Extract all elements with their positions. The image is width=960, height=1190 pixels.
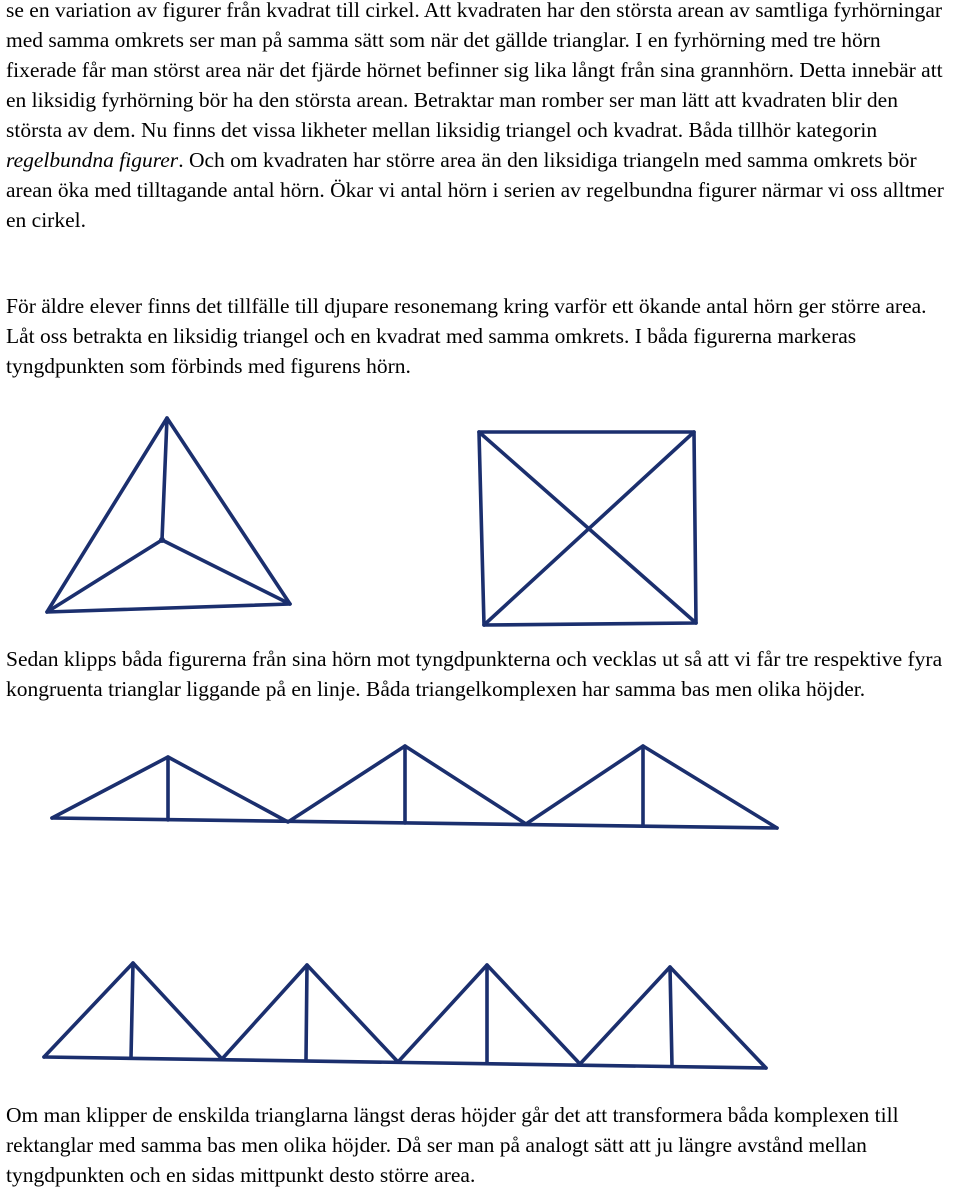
three-triangles-figure bbox=[52, 746, 777, 828]
triangle-centroid-lines bbox=[47, 418, 290, 612]
paragraph-intro-text-end: . Och om kvadraten har större area än den liksidiga triangeln med samma omkrets bör arean öka med tilltagande antal hörn. Ökar vi antal hörn i serien av regelbundna figurer närmar vi oss alltmer en cirkel. bbox=[6, 148, 944, 232]
square-with-diagonals-figure bbox=[479, 432, 696, 625]
square-diagonals bbox=[479, 432, 696, 625]
triangle-outline bbox=[47, 418, 290, 612]
paragraph-unfold: Sedan klipps båda figurerna från sina hörn mot tyngdpunkterna och vecklas ut så att vi får tre respektive fyra kongruenta trianglar liggande på en linje. Båda triangelkomplexen har samma bas men olika höjder. bbox=[6, 647, 943, 701]
paragraph-intro-emphasis: regelbundna figurer bbox=[6, 148, 179, 172]
four-triangles-base bbox=[44, 1057, 766, 1068]
paragraph-intro-text: se en variation av figurer från kvadrat till cirkel. Att kvadraten har den största arean av samtliga fyrhörningar med samma omkrets ser man på samma sätt som när det gällde trianglar. I en fyrhörning med tre hörn fixerade får man störst area när det fjärde hörnet befinner sig lika långt från sina grannhörn. Detta innebär att en liksidig fyrhörning bör ha den största arean. Betraktar man romber ser man lätt att kvadraten blir den största av dem. Nu finns det vissa likheter mellan liksidig triangel och kvadrat. Båda tillhör kategorin bbox=[6, 0, 943, 142]
three-triangles-zigzag bbox=[52, 746, 777, 828]
triangle-centroid-dot bbox=[159, 537, 165, 543]
three-triangles-heights bbox=[168, 746, 643, 826]
four-triangles-figure bbox=[44, 963, 766, 1068]
paragraph-transform: Om man klipper de enskilda trianglarna längst deras höjder går det att transformera båda komplexen till rektanglar med samma bas men olika höjder. Då ser man på analogt sätt att ju längre avstånd mellan tyngdpunkten och en sidas mittpunkt desto större area. bbox=[6, 1103, 899, 1187]
three-triangles-base bbox=[52, 818, 777, 828]
paragraph-reasoning: För äldre elever finns det tillfälle till djupare resonemang kring varför ett ökande antal hörn ger större area. Låt oss betrakta en liksidig triangel och en kvadrat med samma omkrets. I båda figurerna markeras tyngdpunkten som förbinds med figurens hörn. bbox=[6, 294, 927, 378]
four-triangles-zigzag bbox=[44, 963, 766, 1068]
triangle-with-centroid-figure bbox=[47, 418, 290, 612]
